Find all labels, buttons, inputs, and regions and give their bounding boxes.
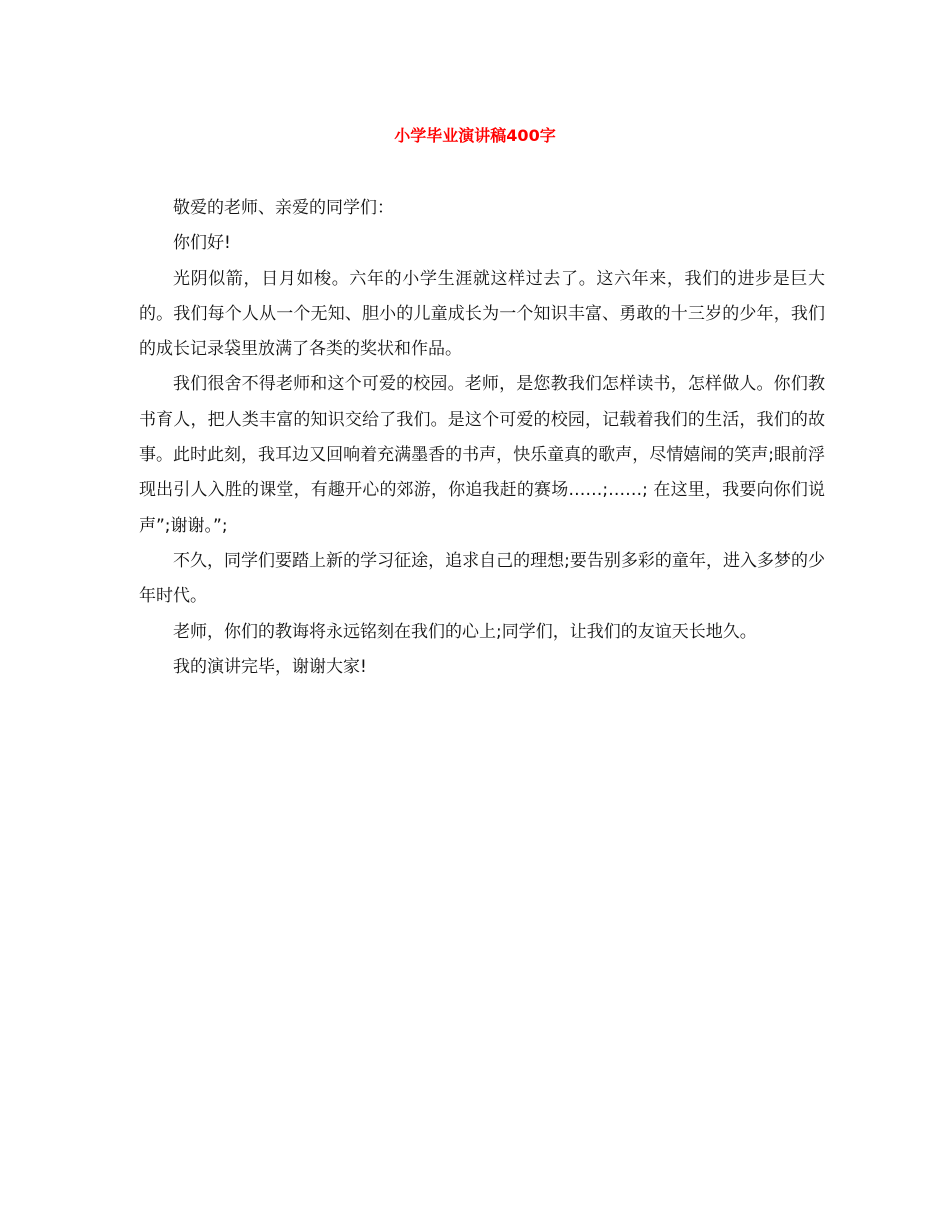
salutation: 敬爱的老师、亲爱的同学们： (173, 198, 394, 218)
body-paragraph: 光阴似箭，日月如梭。六年的小学生涯就这样过去了。这六年来，我们的进步是巨大的。我们每个人从一个无知、胆小的儿童成长为一个知识丰富、勇敢的十三岁的少年，我们的成长记录袋里放满了各类的奖状和作品。 (139, 268, 825, 360)
document-title: 小学毕业演讲稿400字 (394, 126, 556, 145)
greeting: 你们好! (173, 233, 231, 254)
body-paragraph: 不久，同学们要踏上新的学习征途，追求自己的理想;要告别多彩的童年，进入多梦的少年时代。 (139, 550, 825, 607)
closing: 我的演讲完毕，谢谢大家! (173, 656, 367, 677)
document-body (139, 191, 825, 685)
body-paragraph: 老师，你们的教诲将永远铭刻在我们的心上;同学们，让我们的友谊天长地久。 (173, 621, 757, 642)
body-paragraph: 我们很舍不得老师和这个可爱的校园。老师，是您教我们怎样读书，怎样做人。你们教书育人，把人类丰富的知识交给了我们。是这个可爱的校园，记载着我们的生活，我们的故事。此时此刻，我耳边又回响着充满墨香的书声，快乐童真的歌声，尽情嬉闹的笑声;眼前浮现出引人入胜的课堂，有趣开心的郊游，你追我赶的赛场……;……; 在这里，我要向你们说声”;谢谢。”; (139, 374, 825, 536)
